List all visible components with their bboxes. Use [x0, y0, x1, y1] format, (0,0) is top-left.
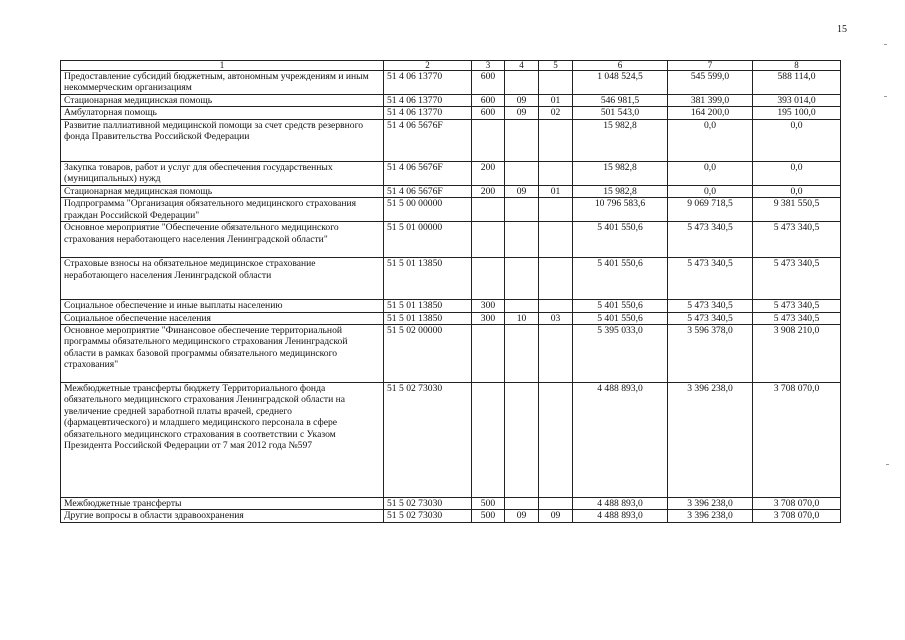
table-row [61, 107, 841, 119]
row-amount-year3: 9 381 550,5 [753, 198, 841, 222]
row-target-code: 51 4 06 5676F [384, 161, 472, 185]
row-subsection [539, 498, 573, 510]
row-amount-year2: 3 396 238,0 [668, 498, 753, 510]
row-target-code: 51 5 01 13850 [384, 258, 472, 300]
table-row [61, 383, 841, 498]
row-amount-year2: 164 200,0 [668, 107, 753, 119]
row-amount-year3: 588 114,0 [753, 71, 841, 95]
row-amount-year3: 3 708 070,0 [753, 383, 841, 498]
row-amount-year3: 0,0 [753, 119, 841, 161]
row-amount-year2: 5 473 340,5 [668, 258, 753, 300]
row-target-code: 51 4 06 5676F [384, 119, 472, 161]
row-amount-year3: 0,0 [753, 185, 841, 197]
header-cell: 3 [472, 61, 505, 71]
table-row [61, 71, 841, 95]
row-amount-year2: 5 473 340,5 [668, 222, 753, 258]
row-expense-type: 300 [472, 300, 505, 312]
row-subsection: 01 [539, 95, 573, 107]
row-section: 09 [505, 510, 539, 522]
header-cell: 1 [61, 61, 384, 71]
row-name: Предоставление субсидий бюджетным, автономным учреждениям и иным некоммерческим организациям [61, 71, 384, 95]
row-expense-type [472, 325, 505, 383]
table-row [61, 119, 841, 161]
row-expense-type: 200 [472, 161, 505, 185]
row-subsection [539, 71, 573, 95]
page-number: 15 [837, 24, 847, 35]
header-cell: 7 [668, 61, 753, 71]
scan-mark [884, 96, 887, 97]
table-row [61, 325, 841, 383]
row-name: Другие вопросы в области здравоохранения [61, 510, 384, 522]
row-amount-year1: 4 488 893,0 [573, 498, 668, 510]
row-expense-type [472, 383, 505, 498]
row-name: Основное мероприятие "Финансовое обеспечение территориальной программы обязательного медицинского страхования Ленинградской области в рамках базовой программы обязательного медицинского страхования" [61, 325, 384, 383]
row-target-code: 51 5 00 00000 [384, 198, 472, 222]
row-name: Социальное обеспечение и иные выплаты населению [61, 300, 384, 312]
row-expense-type: 600 [472, 71, 505, 95]
row-name: Межбюджетные трансферты бюджету Территориального фонда обязательного медицинского страхования Ленинградской области на увеличение средней заработной платы врачей, среднего (фармацевтического) и младшего медицинского персонала в сфере обязательного медицинского страхования в соответствии с Указом Президента Российской Федерации от 7 мая 2012 года №597 [61, 383, 384, 498]
row-subsection: 02 [539, 107, 573, 119]
table-row [61, 312, 841, 324]
row-amount-year3: 3 908 210,0 [753, 325, 841, 383]
row-target-code: 51 4 06 13770 [384, 95, 472, 107]
row-amount-year1: 5 401 550,6 [573, 300, 668, 312]
table-row [61, 300, 841, 312]
row-target-code: 51 5 02 73030 [384, 383, 472, 498]
scan-mark [884, 44, 887, 45]
header-cell: 5 [539, 61, 573, 71]
row-amount-year1: 501 543,0 [573, 107, 668, 119]
row-section [505, 119, 539, 161]
row-target-code: 51 5 01 00000 [384, 222, 472, 258]
row-subsection [539, 258, 573, 300]
row-amount-year2: 9 069 718,5 [668, 198, 753, 222]
row-amount-year2: 5 473 340,5 [668, 312, 753, 324]
row-subsection [539, 198, 573, 222]
row-amount-year2: 3 396 238,0 [668, 510, 753, 522]
row-subsection [539, 161, 573, 185]
scan-mark [886, 464, 889, 465]
row-amount-year3: 393 014,0 [753, 95, 841, 107]
row-section [505, 198, 539, 222]
row-subsection: 01 [539, 185, 573, 197]
row-expense-type [472, 198, 505, 222]
budget-table [60, 60, 841, 523]
header-row [61, 61, 841, 71]
row-amount-year1: 15 982,8 [573, 119, 668, 161]
row-name: Закупка товаров, работ и услуг для обеспечения государственных (муниципальных) нужд [61, 161, 384, 185]
row-amount-year2: 5 473 340,5 [668, 300, 753, 312]
row-amount-year2: 545 599,0 [668, 71, 753, 95]
row-target-code: 51 5 01 13850 [384, 312, 472, 324]
row-section [505, 161, 539, 185]
row-expense-type: 300 [472, 312, 505, 324]
row-subsection: 09 [539, 510, 573, 522]
row-target-code: 51 5 02 73030 [384, 510, 472, 522]
row-expense-type [472, 119, 505, 161]
row-amount-year3: 195 100,0 [753, 107, 841, 119]
row-amount-year3: 3 708 070,0 [753, 510, 841, 522]
table-row [61, 510, 841, 522]
row-amount-year1: 5 395 033,0 [573, 325, 668, 383]
row-amount-year2: 0,0 [668, 161, 753, 185]
row-subsection [539, 325, 573, 383]
row-section [505, 300, 539, 312]
header-cell: 6 [573, 61, 668, 71]
row-amount-year1: 546 981,5 [573, 95, 668, 107]
row-section [505, 325, 539, 383]
row-amount-year3: 5 473 340,5 [753, 222, 841, 258]
row-amount-year2: 3 396 238,0 [668, 383, 753, 498]
row-target-code: 51 4 06 13770 [384, 107, 472, 119]
row-amount-year1: 15 982,8 [573, 185, 668, 197]
row-amount-year1: 5 401 550,6 [573, 312, 668, 324]
row-name: Социальное обеспечение населения [61, 312, 384, 324]
row-amount-year2: 381 399,0 [668, 95, 753, 107]
row-section: 10 [505, 312, 539, 324]
table-row [61, 198, 841, 222]
row-amount-year3: 5 473 340,5 [753, 300, 841, 312]
row-amount-year3: 3 708 070,0 [753, 498, 841, 510]
row-section [505, 498, 539, 510]
row-subsection [539, 383, 573, 498]
row-amount-year1: 10 796 583,6 [573, 198, 668, 222]
row-target-code: 51 5 02 00000 [384, 325, 472, 383]
row-target-code: 51 5 01 13850 [384, 300, 472, 312]
row-section [505, 258, 539, 300]
table-row [61, 161, 841, 185]
row-amount-year2: 3 596 378,0 [668, 325, 753, 383]
table-row [61, 95, 841, 107]
row-section [505, 383, 539, 498]
row-subsection [539, 119, 573, 161]
row-target-code: 51 5 02 73030 [384, 498, 472, 510]
row-amount-year1: 15 982,8 [573, 161, 668, 185]
row-amount-year1: 1 048 524,5 [573, 71, 668, 95]
row-amount-year1: 4 488 893,0 [573, 383, 668, 498]
row-target-code: 51 4 06 13770 [384, 71, 472, 95]
row-section: 09 [505, 185, 539, 197]
row-amount-year2: 0,0 [668, 185, 753, 197]
row-expense-type: 600 [472, 95, 505, 107]
row-section: 09 [505, 107, 539, 119]
row-amount-year3: 0,0 [753, 161, 841, 185]
row-subsection [539, 222, 573, 258]
row-amount-year3: 5 473 340,5 [753, 312, 841, 324]
row-amount-year2: 0,0 [668, 119, 753, 161]
row-amount-year1: 5 401 550,6 [573, 258, 668, 300]
table-row [61, 185, 841, 197]
row-subsection: 03 [539, 312, 573, 324]
row-name: Стационарная медицинская помощь [61, 95, 384, 107]
header-cell: 4 [505, 61, 539, 71]
row-expense-type [472, 258, 505, 300]
row-subsection [539, 300, 573, 312]
row-amount-year1: 5 401 550,6 [573, 222, 668, 258]
header-cell: 8 [753, 61, 841, 71]
row-target-code: 51 4 06 5676F [384, 185, 472, 197]
table-row [61, 222, 841, 258]
header-cell: 2 [384, 61, 472, 71]
row-amount-year1: 4 488 893,0 [573, 510, 668, 522]
table-row [61, 498, 841, 510]
row-expense-type: 500 [472, 498, 505, 510]
row-section [505, 222, 539, 258]
row-name: Страховые взносы на обязательное медицинское страхование неработающего населения Ленинградской области [61, 258, 384, 300]
row-name: Подпрограмма "Организация обязательного медицинского страхования граждан Российской Федерации" [61, 198, 384, 222]
table-row [61, 258, 841, 300]
row-name: Межбюджетные трансферты [61, 498, 384, 510]
row-expense-type: 200 [472, 185, 505, 197]
row-expense-type: 500 [472, 510, 505, 522]
row-expense-type: 600 [472, 107, 505, 119]
row-expense-type [472, 222, 505, 258]
row-name: Стационарная медицинская помощь [61, 185, 384, 197]
row-section: 09 [505, 95, 539, 107]
row-name: Основное мероприятие "Обеспечение обязательного медицинского страхования неработающего населения Ленинградской области" [61, 222, 384, 258]
row-name: Развитие паллиативной медицинской помощи за счет средств резервного фонда Правительства Российской Федерации [61, 119, 384, 161]
row-amount-year3: 5 473 340,5 [753, 258, 841, 300]
row-section [505, 71, 539, 95]
row-name: Амбулаторная помощь [61, 107, 384, 119]
